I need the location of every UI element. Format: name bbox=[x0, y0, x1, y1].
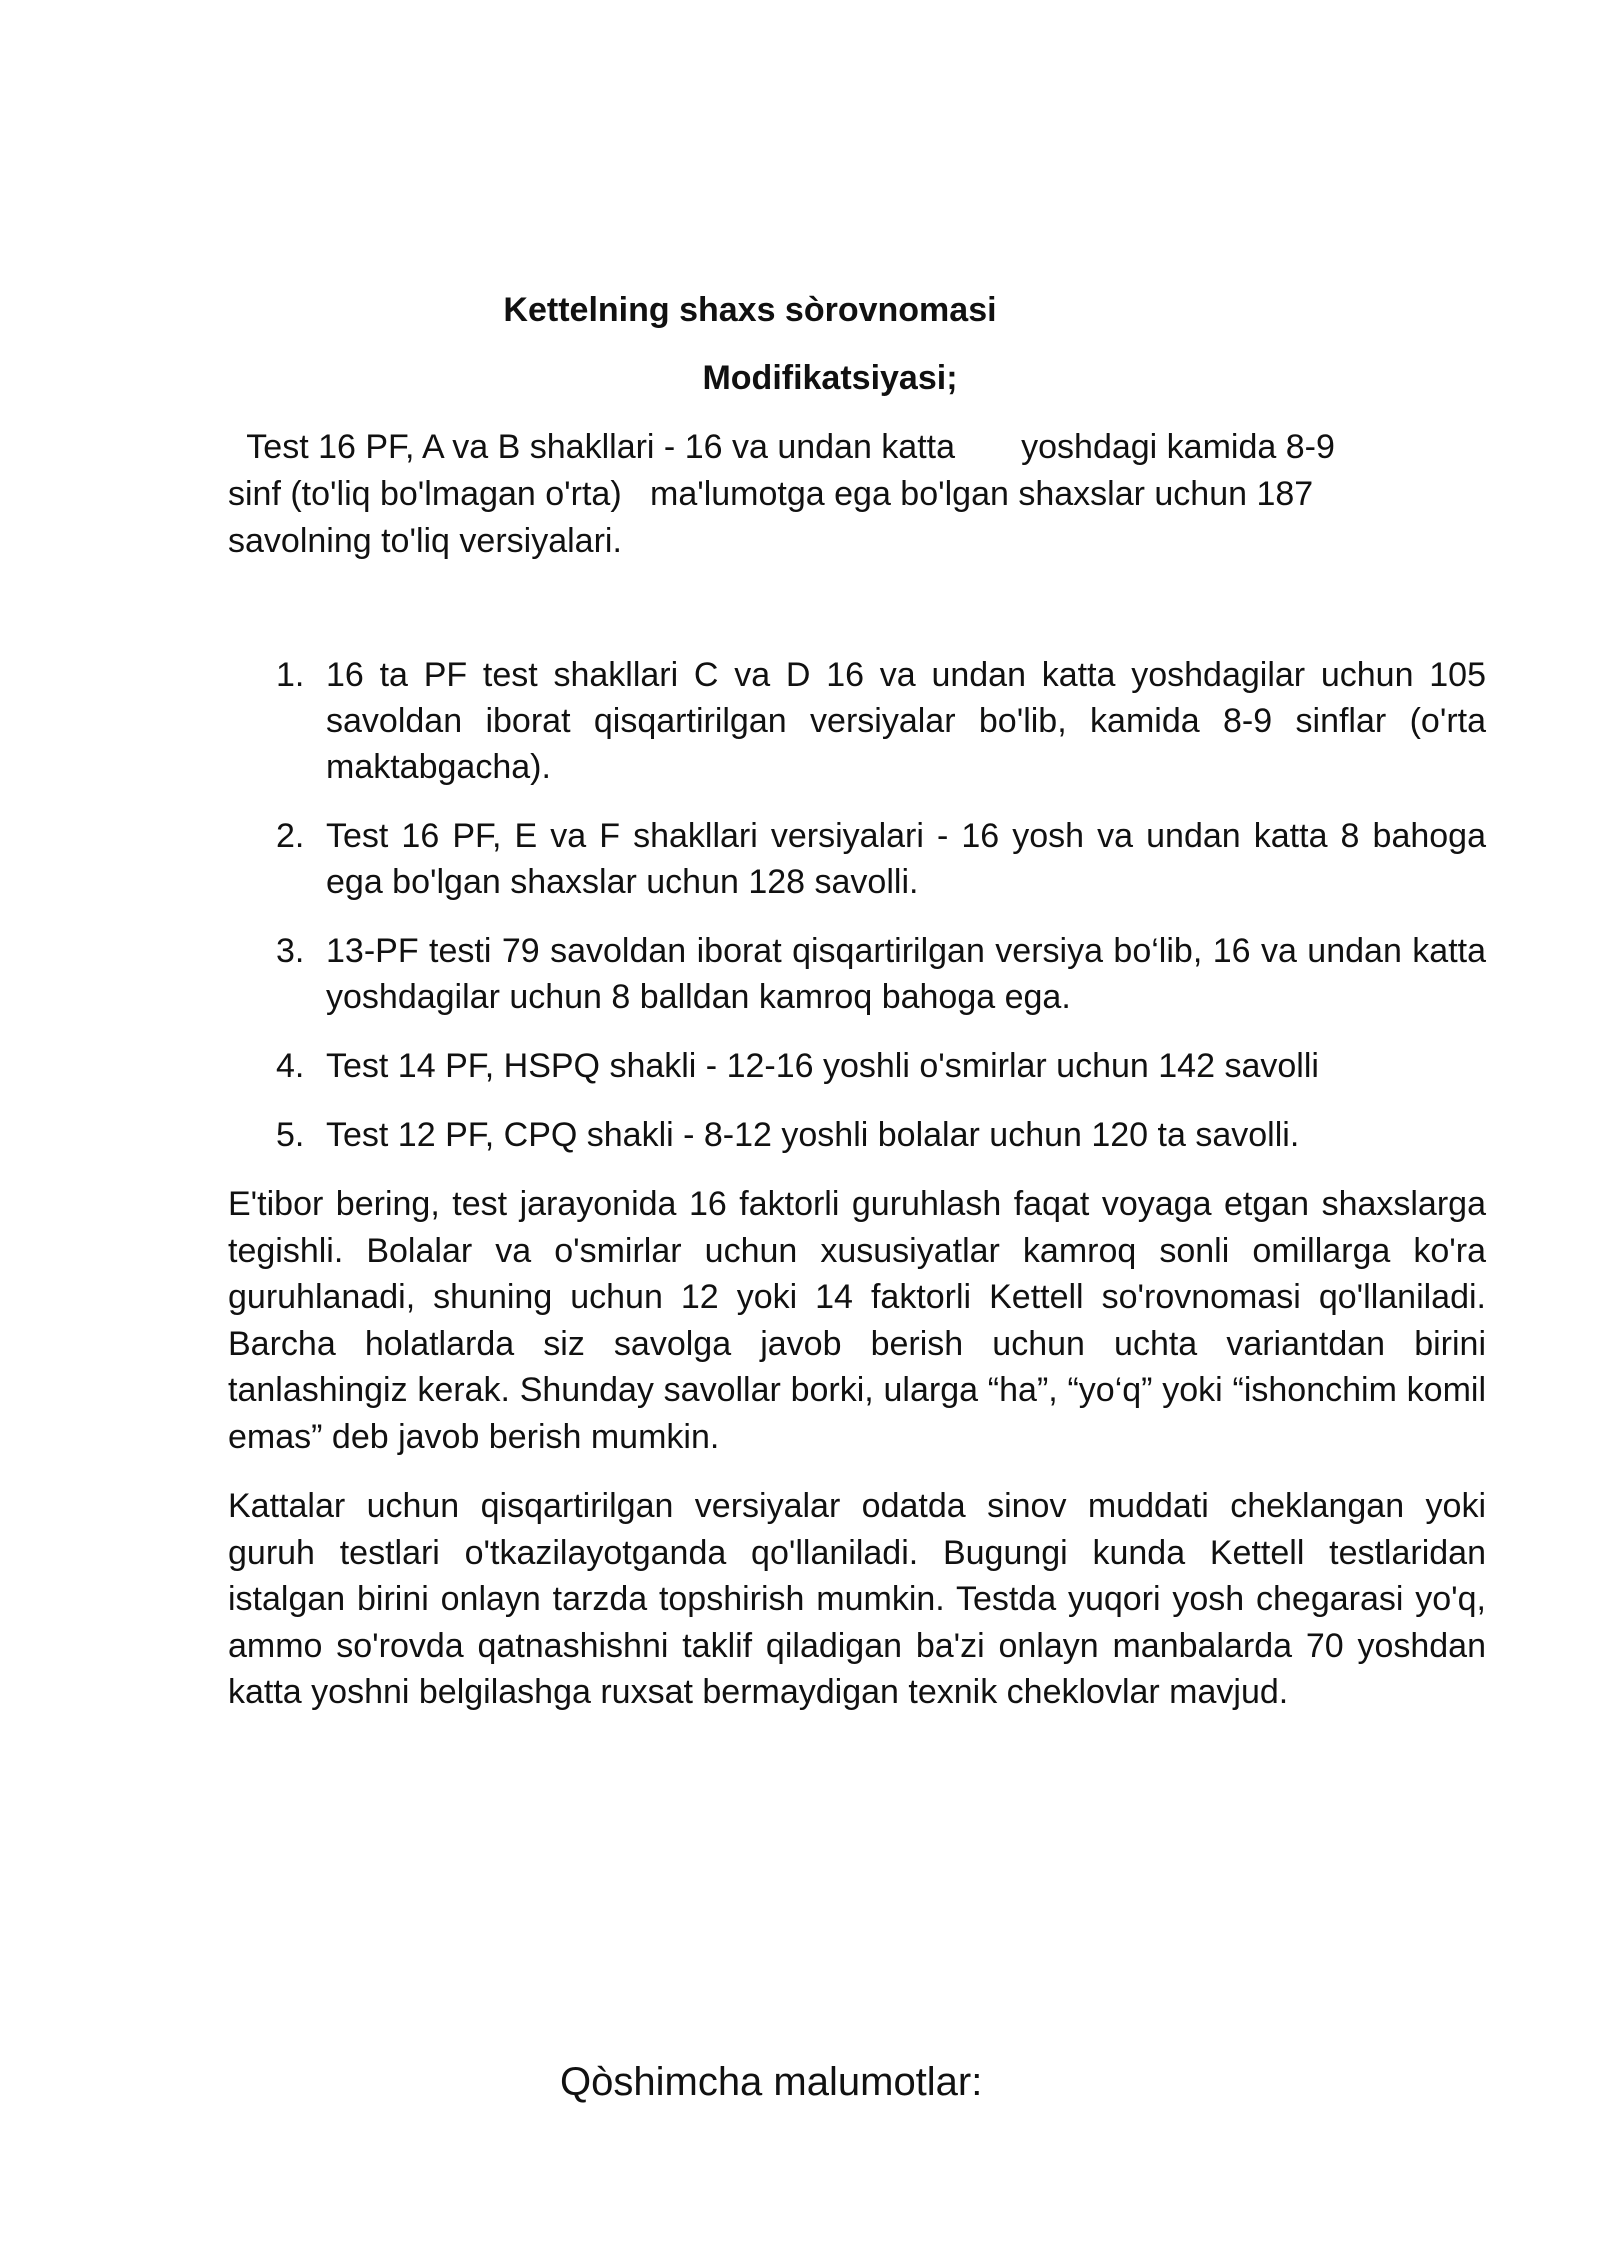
intro-paragraph bbox=[228, 424, 1488, 565]
intro-line: sinf (to'liq bo'lmagan o'rta) ma'lumotga ega bo'lgan shaxslar uchun 187 bbox=[228, 475, 1314, 513]
list-item bbox=[228, 652, 1486, 790]
list-item bbox=[228, 1043, 1486, 1089]
list-item-text: Test 14 PF, HSPQ shakli - 12-16 yoshli o'smirlar uchun 142 savolli bbox=[326, 1047, 1319, 1085]
document-subtitle: Modifikatsiyasi; bbox=[702, 359, 958, 397]
test-versions-list bbox=[228, 652, 1486, 1181]
list-item-number: 1. bbox=[276, 656, 305, 694]
list-item-text: 16 ta PF test shakllari C va D 16 va undan katta yoshdagilar uchun 105 savoldan iborat qisqartirilgan versiyalar bo'lib, kamida 8-9 sinflar (o'rta maktabgacha). bbox=[326, 656, 1486, 786]
additional-info-heading: Qòshimcha malumotlar: bbox=[560, 2060, 983, 2104]
list-item bbox=[228, 1112, 1486, 1158]
intro-line: Test 16 PF, A va B shakllari - 16 va undan katta yoshdagi kamida 8-9 bbox=[228, 428, 1335, 466]
list-item-number: 4. bbox=[276, 1047, 305, 1085]
intro-line: savolning to'liq versiyalari. bbox=[228, 522, 622, 560]
list-item bbox=[228, 928, 1486, 1020]
document-title: Kettelning shaxs sòrovnomasi bbox=[503, 291, 997, 329]
list-item-number: 2. bbox=[276, 817, 305, 855]
body-paragraph-adults: Kattalar uchun qisqartirilgan versiyalar odatda sinov muddati cheklangan yoki guruh testlari o'tkazilayotganda qo'llaniladi. Bugungi kunda Kettell testlaridan istalgan birini onlayn tarzda topshirish mumkin. Testda yuqori yosh chegarasi yo'q, ammo so'rovda qatnashishni taklif qiladigan ba'zi onlayn manbalarda 70 yoshdan katta yoshni belgilashga ruxsat bermaydigan texnik cheklovlar mavjud. bbox=[228, 1487, 1486, 1711]
list-item bbox=[228, 813, 1486, 905]
list-item-number: 3. bbox=[276, 932, 305, 970]
body-paragraph-notice: E'tibor bering, test jarayonida 16 faktorli guruhlash faqat voyaga etgan shaxslarga tegishli. Bolalar va o'smirlar uchun xususiyatlar kamroq sonli omillarga ko'ra guruhlanadi, shuning uchun 12 yoki 14 faktorli Kettell so'rovnomasi qo'llaniladi. Barcha holatlarda siz savolga javob berish uchun uchta variantdan birini tanlashingiz kerak. Shunday savollar borki, ularga “ha”, “yo‘q” yoki “ishonchim komil emas” deb javob berish mumkin. bbox=[228, 1185, 1486, 1456]
list-item-text: Test 12 PF, CPQ shakli - 8-12 yoshli bolalar uchun 120 ta savolli. bbox=[326, 1116, 1300, 1154]
list-item-text: Test 16 PF, E va F shakllari versiyalari - 16 yosh va undan katta 8 bahoga ega bo'lgan shaxslar uchun 128 savolli. bbox=[326, 817, 1486, 901]
list-item-number: 5. bbox=[276, 1116, 305, 1154]
list-item-text: 13-PF testi 79 savoldan iborat qisqartirilgan versiya bo‘lib, 16 va undan katta yoshdagilar uchun 8 balldan kamroq bahoga ega. bbox=[326, 932, 1486, 1016]
